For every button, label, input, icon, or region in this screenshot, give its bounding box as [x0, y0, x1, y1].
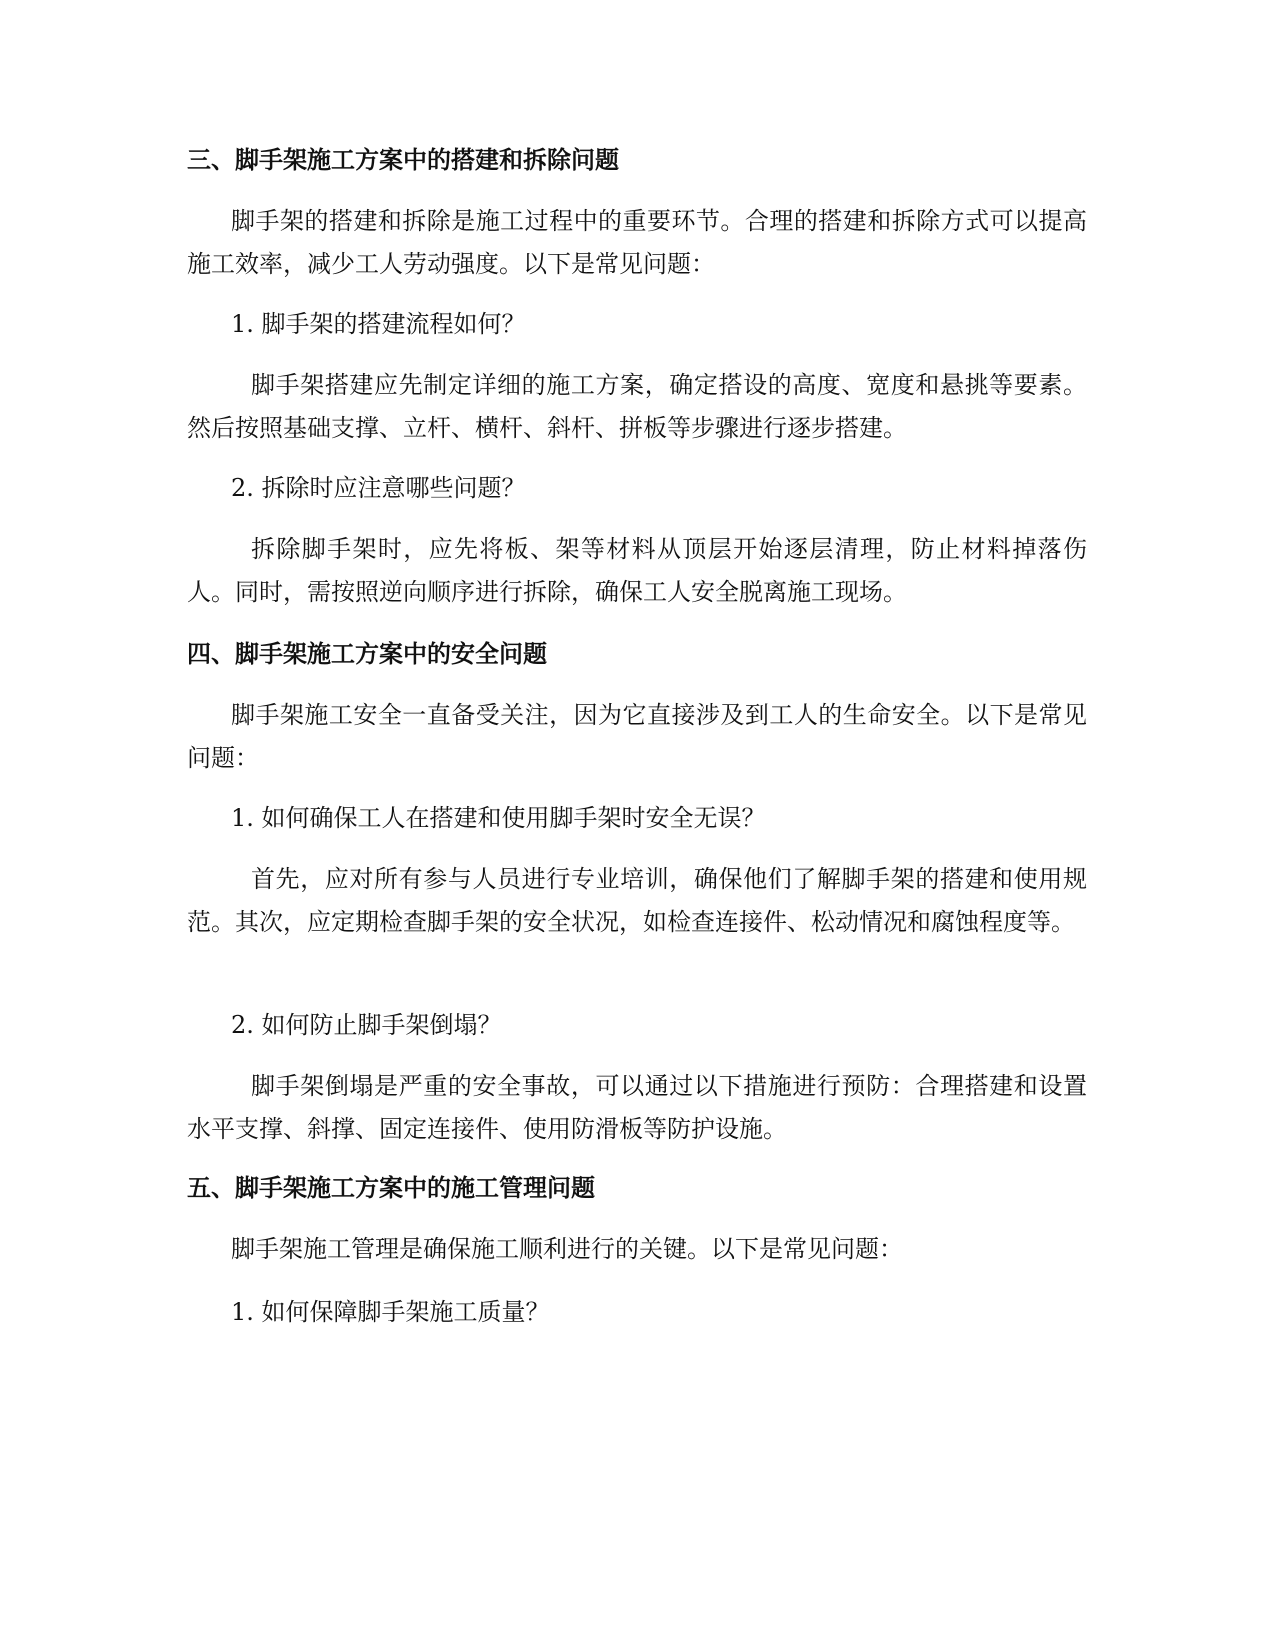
- section-intro: 脚手架施工安全一直备受关注，因为它直接涉及到工人的生命安全。以下是常见问题：: [187, 701, 1087, 772]
- section-heading: 三、脚手架施工方案中的搭建和拆除问题: [187, 146, 619, 174]
- section-intro: 脚手架的搭建和拆除是施工过程中的重要环节。合理的搭建和拆除方式可以提高施工效率，减少工人劳动强度。以下是常见问题：: [187, 207, 1087, 278]
- answer: 拆除脚手架时，应先将板、架等材料从顶层开始逐层清理，防止材料掉落伤人。同时，需按照逆向顺序进行拆除，确保工人安全脱离施工现场。: [187, 535, 1087, 606]
- question: 2. 拆除时应注意哪些问题？: [231, 474, 526, 502]
- question: 1. 如何保障脚手架施工质量？: [231, 1298, 550, 1326]
- question: 1. 如何确保工人在搭建和使用脚手架时安全无误？: [231, 804, 766, 832]
- section-intro: 脚手架施工管理是确保施工顺利进行的关键。以下是常见问题：: [231, 1235, 903, 1263]
- answer: 脚手架倒塌是严重的安全事故，可以通过以下措施进行预防：合理搭建和设置水平支撑、斜撑、固定连接件、使用防滑板等防护设施。: [187, 1072, 1087, 1143]
- question: 1. 脚手架的搭建流程如何？: [231, 310, 526, 338]
- answer: 脚手架搭建应先制定详细的施工方案，确定搭设的高度、宽度和悬挑等要素。然后按照基础支撑、立杆、横杆、斜杆、拼板等步骤进行逐步搭建。: [187, 371, 1087, 442]
- question: 2. 如何防止脚手架倒塌？: [231, 1011, 502, 1039]
- answer: 首先，应对所有参与人员进行专业培训，确保他们了解脚手架的搭建和使用规范。其次，应定期检查脚手架的安全状况，如检查连接件、松动情况和腐蚀程度等。: [187, 865, 1087, 936]
- section-heading: 四、脚手架施工方案中的安全问题: [187, 640, 547, 668]
- section-heading: 五、脚手架施工方案中的施工管理问题: [187, 1174, 595, 1202]
